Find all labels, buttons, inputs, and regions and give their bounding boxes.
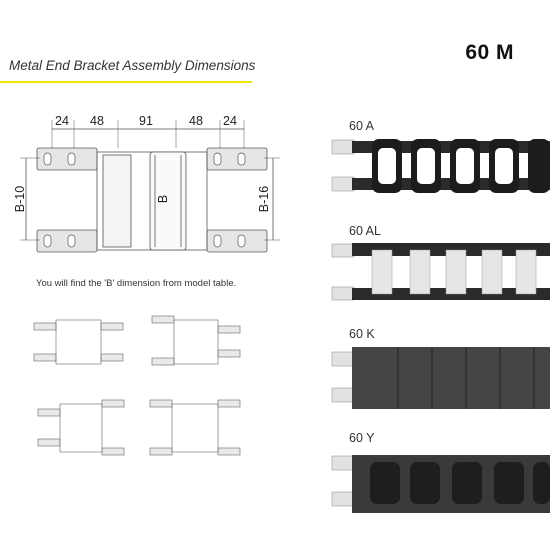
model-title: 60 M [465, 41, 514, 64]
variant-label-60y: 60 Y [349, 431, 375, 445]
chain-60al-image [332, 243, 550, 300]
chain-60y-image [332, 455, 550, 513]
dim-b-minus-16: B-16 [257, 185, 271, 213]
dim-24-right: 24 [223, 114, 237, 128]
dimension-note: You will find the 'B' dimension from model table. [36, 278, 237, 289]
variant-label-60k: 60 K [349, 327, 375, 341]
variant-label-60al: 60 AL [349, 224, 381, 238]
dim-48-right: 48 [189, 114, 203, 128]
dim-24-left: 24 [55, 114, 69, 128]
dim-48-left: 48 [90, 114, 104, 128]
dim-b: B [156, 194, 170, 204]
chain-60a-image [332, 139, 550, 193]
chain-60k-image [332, 347, 550, 409]
mounting-variants [34, 316, 240, 455]
dim-91: 91 [139, 114, 153, 128]
dim-b-minus-10: B-10 [13, 185, 27, 213]
variant-label-60a: 60 A [349, 119, 375, 133]
page-subtitle: Metal End Bracket Assembly Dimensions [9, 58, 256, 73]
